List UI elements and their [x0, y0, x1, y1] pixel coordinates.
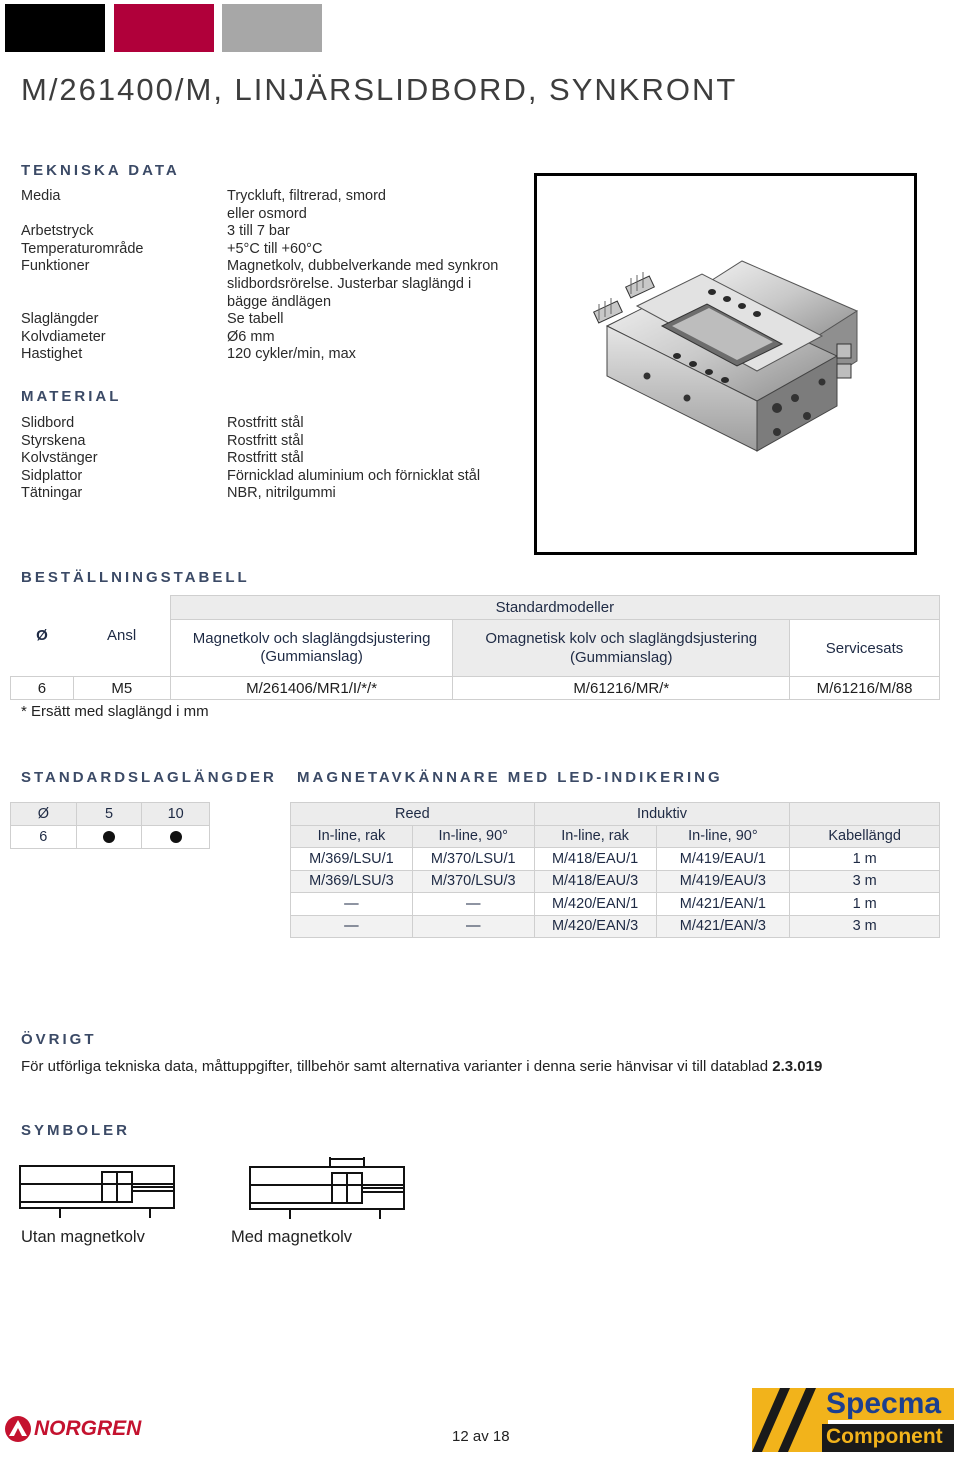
order-col-port: Ansl [106, 627, 137, 645]
sensor-cell: M/421/EAN/3 [656, 915, 790, 938]
ovrigt-text: För utförliga tekniska data, måttuppgifter, tillbehör samt alternativa varianter i denna serie hänvisar vi till datablad 2.3.019 [21, 1058, 823, 1075]
order-col-service: Servicesats [790, 620, 940, 677]
material-row: Kolvstänger Rostfritt stål [21, 450, 304, 467]
sensor-cell: — [412, 915, 534, 938]
page-title: M/261400/M, LINJÄRSLIDBORD, SYNKRONT [21, 72, 738, 107]
order-table [10, 595, 940, 700]
tech-row: Kolvdiameter Ø6 mm [21, 328, 275, 345]
sensor-group-reed: Reed [291, 803, 535, 826]
sensor-cell: M/369/LSU/3 [291, 870, 413, 893]
sensor-subheader: In-line, rak [291, 825, 413, 848]
sensor-cell: — [412, 893, 534, 916]
sensor-table [290, 802, 940, 938]
material-row: Tätningar NBR, nitrilgummi [21, 485, 336, 502]
sensor-cell: 1 m [790, 893, 940, 916]
stroke-col-10: 10 [142, 803, 210, 826]
order-group-header: Standardmodeller [170, 596, 939, 620]
material-row: Slidbord Rostfritt stål [21, 415, 304, 431]
tech-row: Media Tryckluft, filtrerad, smord [21, 188, 386, 204]
sensor-cell: M/418/EAU/3 [534, 870, 656, 893]
norgren-logo [3, 1414, 163, 1444]
sensor-cell: M/369/LSU/1 [291, 848, 413, 871]
tech-row: Hastighet 120 cykler/min, max [21, 346, 356, 363]
symbols-heading: SYMBOLER [21, 1122, 131, 1139]
tech-row: eller osmord [227, 205, 307, 222]
tech-data-list [21, 188, 541, 364]
sensor-cell: M/419/EAU/3 [656, 870, 790, 893]
sensor-group-inductive: Induktiv [534, 803, 790, 826]
symbol-right-label: Med magnetkolv [231, 1228, 353, 1246]
product-photo [534, 173, 917, 555]
tech-row: Arbetstryck 3 till 7 bar [21, 223, 290, 240]
sensor-cell: 1 m [790, 848, 940, 871]
sensor-cell: 3 m [790, 870, 940, 893]
tech-row: Temperaturområde +5°C till +60°C [21, 240, 323, 257]
sensor-cell: M/419/EAU/1 [656, 848, 790, 871]
table-row [291, 915, 940, 938]
sensor-cell: M/370/LSU/1 [412, 848, 534, 871]
table-row [11, 677, 940, 700]
norgren-emblem-icon [3, 1414, 33, 1444]
tech-data-heading: TEKNISKA DATA [21, 162, 180, 179]
order-col-magnetic: Magnetkolv och slaglängdsjustering (Gummianslag) [170, 620, 453, 677]
stroke-row-dia: 6 [11, 826, 77, 849]
order-col-dia: Ø [36, 627, 48, 645]
brand-block-black [5, 4, 105, 52]
page-number: 12 av 18 [452, 1428, 510, 1445]
tech-row: bägge ändlägen [227, 293, 332, 310]
sensor-heading: MAGNETAVKÄNNARE MED LED-INDIKERING [297, 769, 723, 786]
available-dot-icon [170, 831, 182, 843]
brand-block-gray [222, 4, 322, 52]
table-row [291, 825, 940, 848]
order-cell-nonmagnetic: M/61216/MR/* [453, 677, 790, 700]
order-note: * Ersätt med slaglängd i mm [21, 703, 209, 720]
table-row [11, 826, 210, 849]
tech-row: Slaglängder Se tabell [21, 311, 284, 328]
ovrigt-heading: ÖVRIGT [21, 1031, 97, 1048]
norgren-wordmark: NORGREN [34, 1417, 142, 1440]
sensor-cell: M/420/EAN/3 [534, 915, 656, 938]
sensor-cell: — [291, 893, 413, 916]
table-row [291, 848, 940, 871]
specma-logo [750, 1386, 955, 1454]
material-row: Sidplattor Förnicklad aluminium och förnicklat stål [21, 467, 481, 484]
order-table-heading: BESTÄLLNINGSTABELL [21, 569, 250, 586]
stroke-col-dia: Ø [11, 803, 77, 826]
slide-table-illustration [537, 176, 914, 552]
order-col-nonmagnetic: Omagnetisk kolv och slaglängdsjustering (Gummianslag) [453, 620, 790, 677]
sensor-subheader: Kabellängd [790, 825, 940, 848]
sensor-cell: — [291, 915, 413, 938]
order-cell-service: M/61216/M/88 [790, 677, 940, 700]
table-row [291, 803, 940, 826]
sensor-cell: M/418/EAU/1 [534, 848, 656, 871]
material-heading: MATERIAL [21, 388, 122, 405]
sensor-subheader: In-line, 90° [412, 825, 534, 848]
brand-block-red [114, 4, 214, 52]
symbol-with-magnet [248, 1155, 408, 1221]
datasheet-ref: 2.3.019 [772, 1058, 823, 1075]
stroke-col-5: 5 [76, 803, 142, 826]
stroke-heading: STANDARDSLAGLÄNGDER [21, 769, 277, 786]
sensor-cell: M/420/EAN/1 [534, 893, 656, 916]
order-cell-dia: 6 [11, 677, 74, 700]
sensor-subheader: In-line, rak [534, 825, 656, 848]
sensor-subheader: In-line, 90° [656, 825, 790, 848]
order-cell-port: M5 [73, 677, 170, 700]
table-row [291, 870, 940, 893]
order-cell-magnetic: M/261406/MR1/I/*/* [170, 677, 453, 700]
table-row [11, 803, 210, 826]
sensor-cell: M/421/EAN/1 [656, 893, 790, 916]
specma-subtext: Component [826, 1425, 943, 1448]
stroke-table [10, 802, 210, 849]
tech-row: slidbordsrörelse. Justerbar slaglängd i [227, 275, 472, 292]
table-row [291, 893, 940, 916]
sensor-cell: 3 m [790, 915, 940, 938]
material-row: Styrskena Rostfritt stål [21, 432, 304, 449]
sensor-cell: M/370/LSU/3 [412, 870, 534, 893]
specma-emblem-icon [750, 1386, 830, 1454]
available-dot-icon [103, 831, 115, 843]
symbol-left-label: Utan magnetkolv [21, 1228, 145, 1246]
symbol-without-magnet [18, 1158, 178, 1220]
material-list [21, 415, 541, 503]
specma-wordmark: Specma [826, 1387, 942, 1420]
tech-row: Funktioner Magnetkolv, dubbelverkande med synkron [21, 258, 499, 275]
